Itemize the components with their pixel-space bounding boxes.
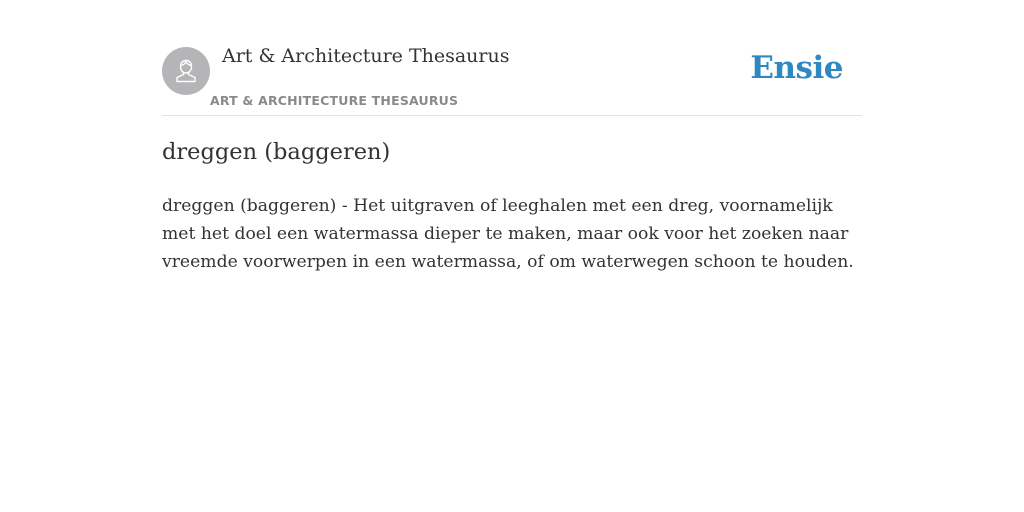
user-icon — [171, 56, 201, 86]
entry-title: dreggen (baggeren) — [162, 139, 391, 165]
author-avatar[interactable] — [162, 47, 210, 95]
ensie-logo[interactable]: Ensie — [750, 50, 843, 86]
entry-definition: dreggen (baggeren) - Het uitgraven of leeghalen met een dreg, voornamelijk met het doel een watermassa dieper te maken, maar ook voor het zoeken naar vreemde voorwerpen in een watermassa, of om waterwegen schoon te houden. — [162, 196, 854, 272]
author-subtitle[interactable]: ART & ARCHITECTURE THESAURUS — [210, 93, 459, 108]
header — [162, 0, 862, 116]
author-name[interactable]: Art & Architecture Thesaurus — [222, 45, 510, 67]
